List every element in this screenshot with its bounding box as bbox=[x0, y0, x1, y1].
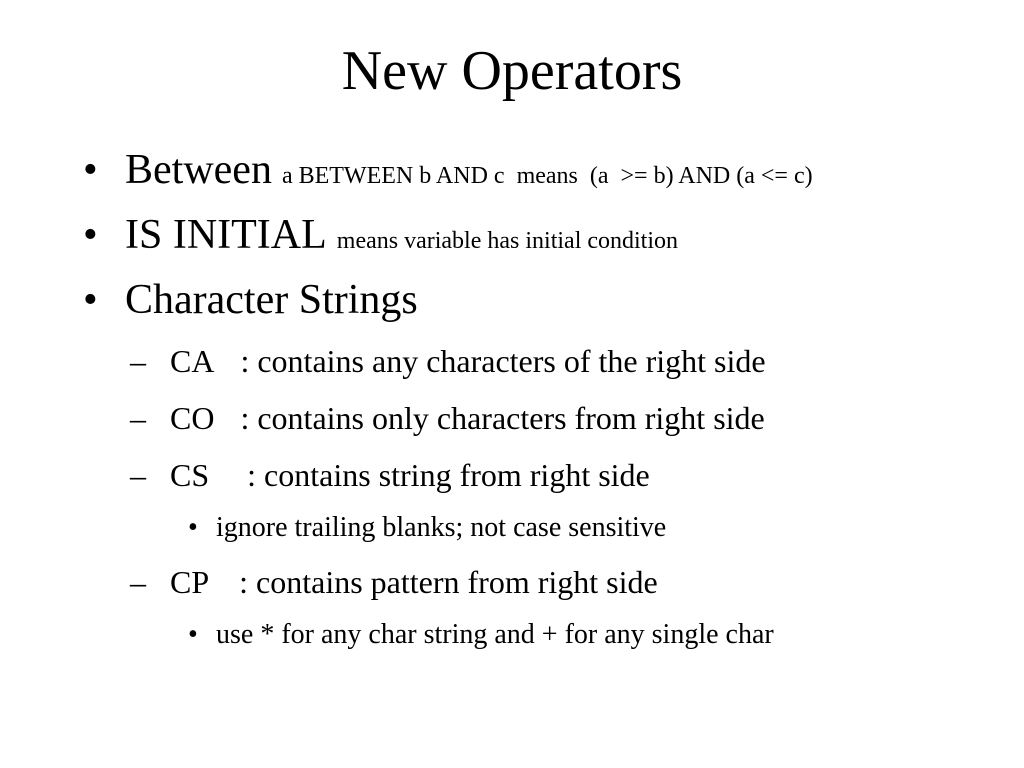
sub-sub-bullet-cp-note bbox=[188, 619, 774, 651]
bullet-marker: • bbox=[188, 512, 198, 543]
bullet-main-text: Character Strings bbox=[125, 277, 418, 323]
sub-bullet-ca bbox=[130, 342, 766, 380]
operator-code: CS bbox=[170, 457, 210, 493]
bullet-between bbox=[83, 146, 813, 200]
bullet-is-initial bbox=[83, 211, 678, 265]
between-expression: a BETWEEN b AND c bbox=[281, 163, 505, 189]
operator-code: CA bbox=[170, 343, 215, 379]
dash-marker: – bbox=[130, 457, 146, 493]
note-text: ignore trailing blanks; not case sensitive bbox=[216, 512, 667, 543]
sub-bullet-cp bbox=[130, 563, 658, 601]
operator-description: : contains pattern from right side bbox=[239, 564, 658, 600]
operator-description: : contains any characters of the right side bbox=[240, 343, 766, 379]
sub-bullet-cs bbox=[130, 456, 650, 494]
bullet-marker: • bbox=[83, 212, 98, 258]
dash-marker: – bbox=[130, 343, 146, 379]
is-initial-detail: means variable has initial condition bbox=[336, 228, 679, 254]
bullet-main-text: IS INITIAL bbox=[125, 212, 327, 258]
bullet-marker: • bbox=[83, 277, 98, 323]
between-means: means bbox=[516, 163, 578, 189]
between-result: (a >= b) AND (a <= c) bbox=[589, 163, 813, 189]
dash-marker: – bbox=[130, 564, 146, 600]
operator-description: : contains string from right side bbox=[247, 457, 650, 493]
dash-marker: – bbox=[130, 400, 146, 436]
slide-title: New Operators bbox=[341, 40, 683, 102]
operator-code: CP bbox=[170, 564, 210, 600]
sub-bullet-co bbox=[130, 399, 765, 437]
operator-code: CO bbox=[170, 400, 215, 436]
bullet-main-text: Between bbox=[125, 147, 272, 193]
bullet-marker: • bbox=[188, 619, 198, 650]
note-text: use * for any char string and + for any single char bbox=[216, 619, 774, 650]
operator-description: : contains only characters from right side bbox=[240, 400, 765, 436]
bullet-marker: • bbox=[83, 147, 98, 193]
sub-sub-bullet-cs-note bbox=[188, 512, 666, 544]
bullet-character-strings bbox=[83, 276, 418, 324]
